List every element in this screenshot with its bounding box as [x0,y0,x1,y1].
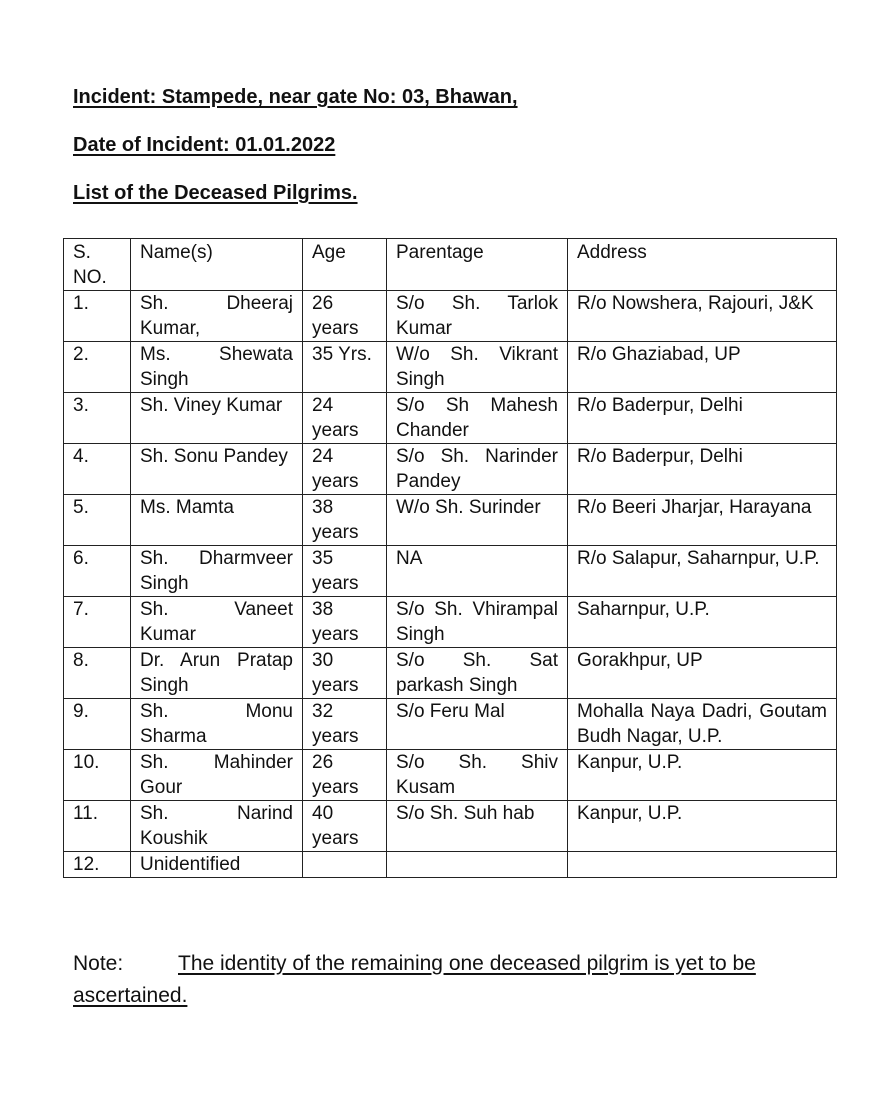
cell-sno: 1. [64,291,131,342]
cell-age: 38 years [303,495,387,546]
header-sno: S. NO. [64,239,131,291]
cell-name: Sh. Dheeraj Kumar, [131,291,303,342]
cell-address: Saharnpur, U.P. [568,597,837,648]
table-row [64,291,837,342]
cell-parentage: S/o Sh Mahesh Chander [387,393,568,444]
cell-sno: 12. [64,852,131,878]
cell-parentage: S/o Sh. Suh hab [387,801,568,852]
cell-name: Sh. Narind Koushik [131,801,303,852]
table-row [64,597,837,648]
cell-parentage: W/o Sh. Vikrant Singh [387,342,568,393]
cell-age: 26 years [303,750,387,801]
cell-parentage [387,852,568,878]
incident-heading: Incident: Stampede, near gate No: 03, Bhawan, [73,86,518,108]
cell-sno: 5. [64,495,131,546]
cell-age: 35 years [303,546,387,597]
cell-age [303,852,387,878]
cell-name: Sh. Sonu Pandey [131,444,303,495]
cell-address [568,852,837,878]
table-row [64,342,837,393]
cell-parentage: S/o Sh. Tarlok Kumar [387,291,568,342]
cell-age: 38 years [303,597,387,648]
cell-address: Kanpur, U.P. [568,801,837,852]
table-row [64,648,837,699]
cell-name: Ms. Mamta [131,495,303,546]
header-name: Name(s) [131,239,303,291]
cell-sno: 6. [64,546,131,597]
table-row [64,699,837,750]
header-address: Address [568,239,837,291]
header-parentage: Parentage [387,239,568,291]
cell-name: Sh. Vaneet Kumar [131,597,303,648]
note-text: The identity of the remaining one deceased pilgrim is yet to be ascertained. [73,952,756,1007]
table-row [64,801,837,852]
cell-sno: 10. [64,750,131,801]
table-header-row [64,239,837,291]
cell-age: 30 years [303,648,387,699]
cell-name: Sh. Mahinder Gour [131,750,303,801]
cell-parentage: S/o Sh. Vhirampal Singh [387,597,568,648]
cell-sno: 2. [64,342,131,393]
deceased-pilgrims-table [63,238,837,878]
date-of-incident-heading: Date of Incident: 01.01.2022 [73,134,336,156]
cell-sno: 8. [64,648,131,699]
cell-address: Mohalla Naya Dadri, Goutam Budh Nagar, U.P. [568,699,837,750]
cell-parentage: S/o Sh. Narinder Pandey [387,444,568,495]
cell-sno: 11. [64,801,131,852]
cell-age: 24 years [303,444,387,495]
cell-address: R/o Beeri Jharjar, Harayana [568,495,837,546]
cell-parentage: S/o Sh. Shiv Kusam [387,750,568,801]
note [73,948,828,1012]
cell-address: R/o Baderpur, Delhi [568,393,837,444]
table-row [64,393,837,444]
cell-sno: 7. [64,597,131,648]
cell-address: R/o Baderpur, Delhi [568,444,837,495]
header-age: Age [303,239,387,291]
cell-name: Dr. Arun Pratap Singh [131,648,303,699]
cell-name: Sh. Dharmveer Singh [131,546,303,597]
table-body [64,291,837,878]
cell-name: Sh. Monu Sharma [131,699,303,750]
cell-age: 32 years [303,699,387,750]
cell-sno: 9. [64,699,131,750]
table-row [64,852,837,878]
cell-sno: 3. [64,393,131,444]
cell-parentage: NA [387,546,568,597]
cell-age: 24 years [303,393,387,444]
cell-name: Ms. Shewata Singh [131,342,303,393]
table-row [64,495,837,546]
cell-parentage: S/o Feru Mal [387,699,568,750]
note-label: Note: [73,952,124,975]
cell-parentage: W/o Sh. Surinder [387,495,568,546]
cell-address: Kanpur, U.P. [568,750,837,801]
deceased-list-heading: List of the Deceased Pilgrims. [73,182,358,204]
cell-name: Unidentified [131,852,303,878]
table-row [64,546,837,597]
table-row [64,750,837,801]
cell-age: 26 years [303,291,387,342]
cell-name: Sh. Viney Kumar [131,393,303,444]
cell-parentage: S/o Sh. Sat parkash Singh [387,648,568,699]
cell-sno: 4. [64,444,131,495]
cell-address: R/o Ghaziabad, UP [568,342,837,393]
table-row [64,444,837,495]
cell-address: Gorakhpur, UP [568,648,837,699]
cell-address: R/o Nowshera, Rajouri, J&K [568,291,837,342]
cell-address: R/o Salapur, Saharnpur, U.P. [568,546,837,597]
cell-age: 40 years [303,801,387,852]
cell-age: 35 Yrs. [303,342,387,393]
